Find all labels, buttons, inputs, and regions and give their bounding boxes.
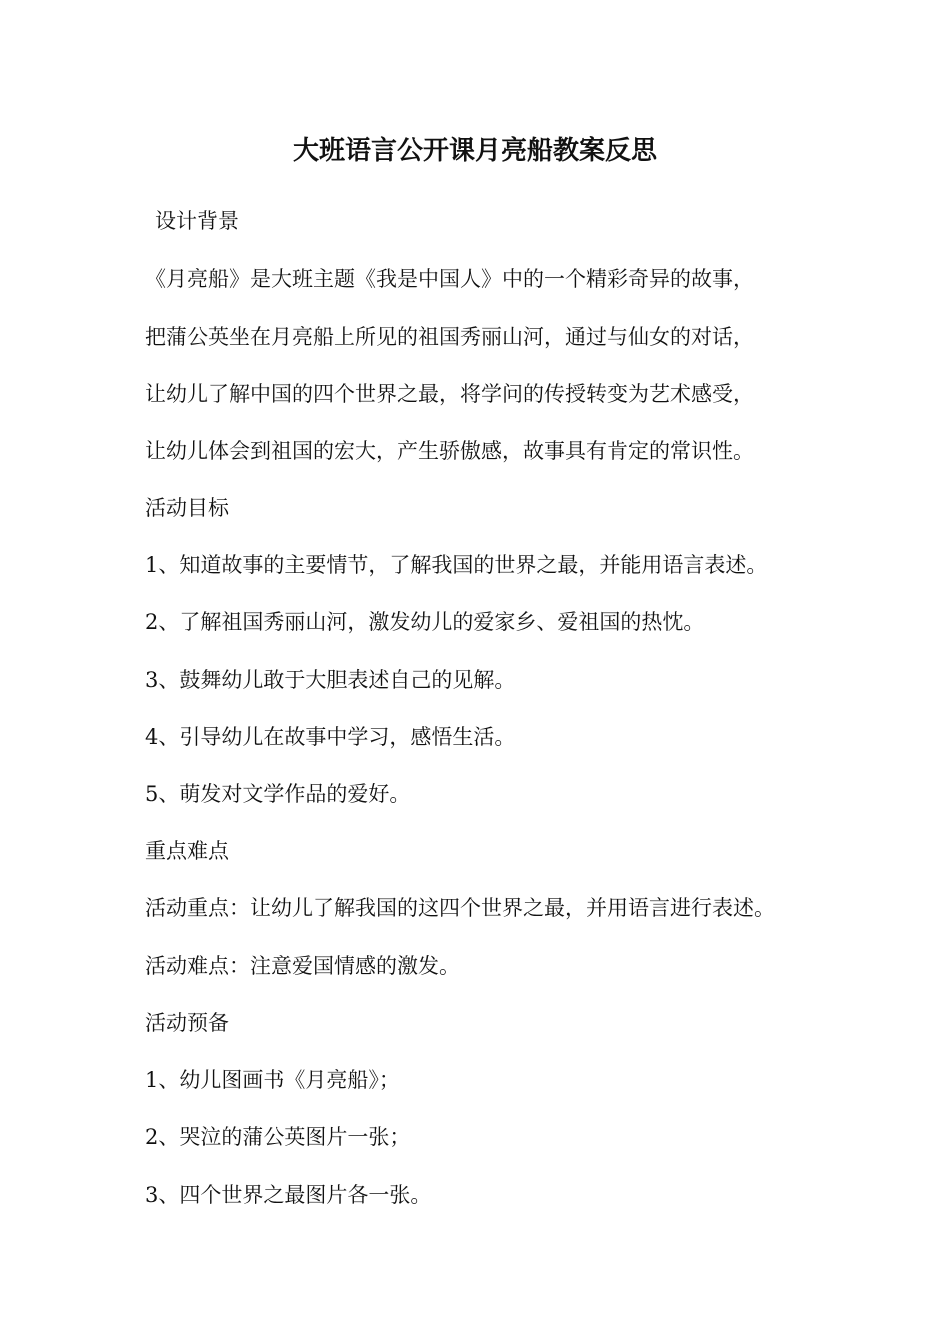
document-title: 大班语言公开课月亮船教案反思 xyxy=(292,136,657,166)
paragraph-line: 让幼儿了解中国的四个世界之最，将学问的传授转变为艺术感受， xyxy=(145,382,754,406)
goal-item: 2、了解祖国秀丽山河，激发幼儿的爱家乡、爱祖国的热忱。 xyxy=(145,610,705,634)
section-heading-design-background: 设计背景 xyxy=(155,209,239,233)
preparation-item: 1、幼儿图画书《月亮船》； xyxy=(145,1068,400,1092)
key-point-item: 活动难点：注意爱国情感的激发。 xyxy=(145,954,460,978)
preparation-item: 3、四个世界之最图片各一张。 xyxy=(145,1183,432,1207)
goal-item: 5、萌发对文学作品的爱好。 xyxy=(145,782,411,806)
goal-item: 4、引导幼儿在故事中学习，感悟生活。 xyxy=(145,725,516,749)
section-heading-key-points: 重点难点 xyxy=(145,839,229,863)
preparation-item: 2、哭泣的蒲公英图片一张； xyxy=(145,1125,411,1149)
key-point-item: 活动重点：让幼儿了解我国的这四个世界之最，并用语言进行表述。 xyxy=(145,896,775,920)
paragraph-line: 把蒲公英坐在月亮船上所见的祖国秀丽山河，通过与仙女的对话， xyxy=(145,325,754,349)
goal-item: 1、知道故事的主要情节，了解我国的世界之最，并能用语言表述。 xyxy=(145,553,768,577)
paragraph-line: 让幼儿体会到祖国的宏大，产生骄傲感，故事具有肯定的常识性。 xyxy=(145,439,754,463)
goal-item: 3、鼓舞幼儿敢于大胆表述自己的见解。 xyxy=(145,668,516,692)
paragraph-line: 《月亮船》是大班主题《我是中国人》中的一个精彩奇异的故事， xyxy=(145,267,754,291)
section-heading-preparation: 活动预备 xyxy=(145,1011,229,1035)
section-heading-activity-goals: 活动目标 xyxy=(145,496,229,520)
